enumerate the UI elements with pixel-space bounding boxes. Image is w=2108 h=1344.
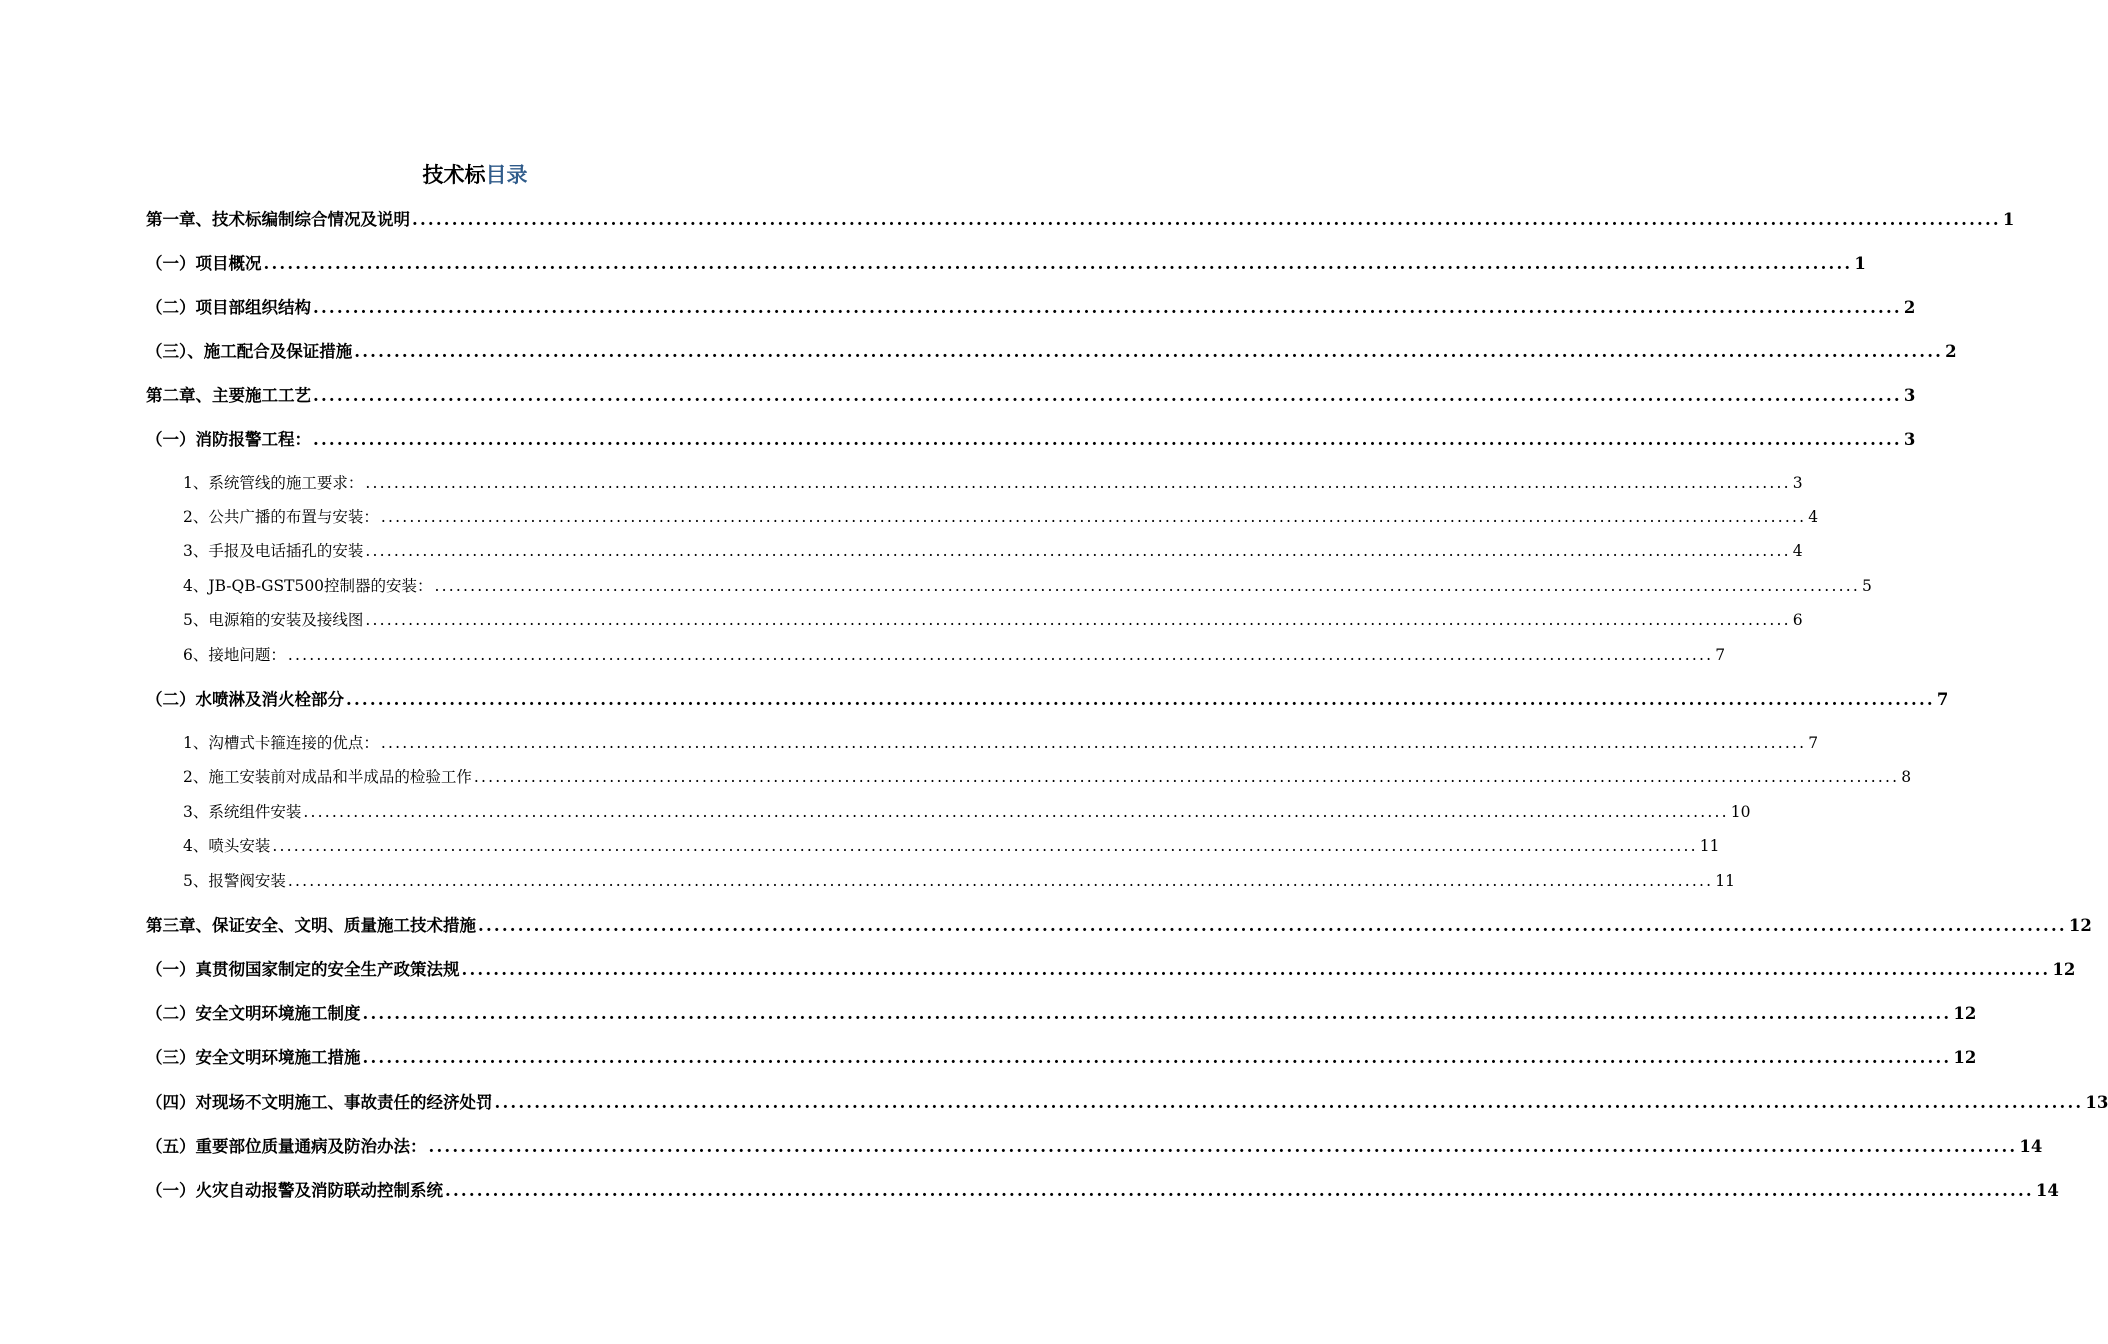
toc-entry-title: 1、沟槽式卡箍连接的优点： — [183, 734, 379, 752]
toc-entry[interactable] — [183, 574, 1872, 596]
toc-entry-page: 14 — [2035, 1181, 2059, 1200]
toc-entry[interactable] — [183, 765, 1912, 787]
toc-entry-title: 6、接地问题： — [183, 646, 286, 664]
toc-leader-dots: ........................................................................................................................................................................................................ — [365, 611, 1791, 629]
toc-entry-page: 10 — [1730, 803, 1751, 821]
toc-leader-dots: ........................................................................................................................................................................................................ — [445, 1181, 2034, 1200]
toc-entry-title: 5、电源箱的安装及接线图 — [183, 611, 364, 629]
toc-entry-page: 7 — [1936, 690, 1949, 709]
toc-leader-dots: ........................................................................................................................................................................................................ — [412, 210, 2001, 229]
toc-leader-dots: ........................................................................................................................................................................................................ — [473, 768, 1900, 786]
toc-entry-page: 12 — [2068, 916, 2092, 935]
toc-entry-page: 8 — [1901, 768, 1912, 786]
toc-entry[interactable] — [146, 1089, 2108, 1113]
toc-entry-page: 7 — [1715, 646, 1726, 664]
toc-entry[interactable] — [183, 539, 1803, 561]
toc-entry[interactable] — [146, 956, 2076, 980]
toc-entry-title: 第三章、保证安全、文明、质量施工技术措施 — [146, 916, 476, 935]
toc-entry-title: 2、公共广播的布置与安装： — [183, 508, 379, 526]
toc-entry-page: 6 — [1792, 611, 1803, 629]
toc-entry-title: （一）项目概况 — [146, 254, 262, 273]
toc-entry[interactable] — [183, 505, 1819, 527]
toc-entry-page: 12 — [1953, 1004, 1977, 1023]
toc-entry-page: 7 — [1808, 734, 1819, 752]
toc-entry-page: 14 — [2019, 1137, 2043, 1156]
toc-entry-title: （一）消防报警工程： — [146, 430, 311, 449]
toc-leader-dots: ........................................................................................................................................................................................................ — [354, 342, 1944, 361]
toc-leader-dots: ........................................................................................................................................................................................................ — [362, 1004, 1952, 1023]
toc-leader-dots: ........................................................................................................................................................................................................ — [380, 508, 1807, 526]
toc-entry[interactable] — [183, 800, 1751, 822]
toc-entry[interactable] — [146, 294, 1916, 318]
toc-leader-dots: ........................................................................................................................................................................................................ — [428, 1137, 2018, 1156]
toc-entry[interactable] — [146, 686, 1949, 710]
toc-entry[interactable] — [146, 1000, 1977, 1024]
toc-entry-page: 2 — [1903, 298, 1916, 317]
toc-entry[interactable] — [146, 1044, 1977, 1068]
toc-leader-dots: ........................................................................................................................................................................................................ — [313, 430, 1902, 449]
toc-entry-title: 4、喷头安装 — [183, 837, 271, 855]
toc-entry[interactable] — [146, 912, 2092, 936]
toc-leader-dots: ........................................................................................................................................................................................................ — [365, 474, 1791, 492]
toc-leader-dots: ........................................................................................................................................................................................................ — [365, 542, 1791, 560]
toc-entry-page: 13 — [2085, 1093, 2108, 1112]
toc-entry-title: （三）、施工配合及保证措施 — [146, 342, 353, 361]
toc-entry-title: 第二章、主要施工工艺 — [146, 386, 311, 405]
toc-leader-dots: ........................................................................................................................................................................................................ — [461, 960, 2051, 979]
toc-entry[interactable] — [183, 731, 1819, 753]
toc-leader-dots: ........................................................................................................................................................................................................ — [313, 386, 1902, 405]
toc-entry-title: 2、施工安装前对成品和半成品的检验工作 — [183, 768, 472, 786]
toc-entry[interactable] — [183, 643, 1726, 665]
toc-entry-page: 11 — [1715, 872, 1736, 890]
toc-entry-title: 第一章、技术标编制综合情况及说明 — [146, 210, 410, 229]
toc-entry-page: 3 — [1792, 474, 1803, 492]
toc-entry-page: 2 — [1945, 342, 1957, 361]
toc-entry-title: （五）重要部位质量通病及防治办法： — [146, 1137, 427, 1156]
toc-leader-dots: ........................................................................................................................................................................................................ — [287, 646, 1714, 664]
toc-entry-page: 12 — [2052, 960, 2076, 979]
toc-leader-dots: ........................................................................................................................................................................................................ — [434, 577, 1860, 595]
toc-leader-dots: ........................................................................................................................................................................................................ — [346, 690, 1935, 709]
toc-entry-page: 12 — [1953, 1048, 1977, 1067]
toc-leader-dots: ........................................................................................................................................................................................................ — [263, 254, 1853, 273]
toc-entry[interactable] — [146, 206, 2015, 230]
toc-entry-title: （一）火灾自动报警及消防联动控制系统 — [146, 1181, 443, 1200]
toc-entry[interactable] — [146, 338, 1957, 362]
toc-entry-page: 3 — [1903, 386, 1916, 405]
toc-entry[interactable] — [183, 869, 1736, 891]
toc-entry-title: 1、系统管线的施工要求： — [183, 474, 364, 492]
toc-leader-dots: ........................................................................................................................................................................................................ — [362, 1048, 1952, 1067]
toc-entry-title: 5、报警阀安装 — [183, 872, 286, 890]
toc-entry[interactable] — [183, 834, 1720, 856]
toc-entry[interactable] — [146, 382, 1916, 406]
toc-entry[interactable] — [183, 471, 1803, 493]
toc-title-accent: 目录 — [485, 162, 528, 187]
toc-entry[interactable] — [183, 608, 1803, 630]
toc-entry[interactable] — [146, 1133, 2043, 1157]
toc-entry-page: 5 — [1861, 577, 1872, 595]
toc-entry[interactable] — [146, 250, 1866, 274]
toc-leader-dots: ........................................................................................................................................................................................................ — [494, 1093, 2084, 1112]
toc-leader-dots: ........................................................................................................................................................................................................ — [380, 734, 1807, 752]
toc-entry-title: （二）安全文明环境施工制度 — [146, 1004, 361, 1023]
toc-entry-page: 11 — [1699, 837, 1720, 855]
toc-leader-dots: ........................................................................................................................................................................................................ — [272, 837, 1698, 855]
toc-entry-page: 4 — [1808, 508, 1819, 526]
toc-entry-title: （四）对现场不文明施工、事故责任的经济处罚 — [146, 1093, 493, 1112]
toc-entry-title: 3、手报及电话插孔的安装 — [183, 542, 364, 560]
toc-entry-title: （三）安全文明环境施工措施 — [146, 1048, 361, 1067]
toc-leader-dots: ........................................................................................................................................................................................................ — [303, 803, 1729, 821]
toc-entry-title: 4、JB-QB-GST500控制器的安装： — [183, 577, 433, 595]
toc-leader-dots: ........................................................................................................................................................................................................ — [478, 916, 2067, 935]
toc-entry-page: 4 — [1792, 542, 1803, 560]
toc-leader-dots: ........................................................................................................................................................................................................ — [313, 298, 1902, 317]
toc-entry[interactable] — [146, 426, 1916, 450]
toc-entry-title: （一）真贯彻国家制定的安全生产政策法规 — [146, 960, 460, 979]
toc-entry-page: 1 — [1854, 254, 1866, 273]
toc-entry-title: 3、系统组件安装 — [183, 803, 302, 821]
toc-title-main: 技术标 — [422, 162, 486, 187]
toc-entry-title: （二）水喷淋及消火栓部分 — [146, 690, 344, 709]
toc-entry-title: （二）项目部组织结构 — [146, 298, 311, 317]
toc-entry-page: 3 — [1903, 430, 1916, 449]
toc-entry-page: 1 — [2002, 210, 2015, 229]
toc-leader-dots: ........................................................................................................................................................................................................ — [287, 872, 1714, 890]
toc-entry[interactable] — [146, 1177, 2059, 1201]
